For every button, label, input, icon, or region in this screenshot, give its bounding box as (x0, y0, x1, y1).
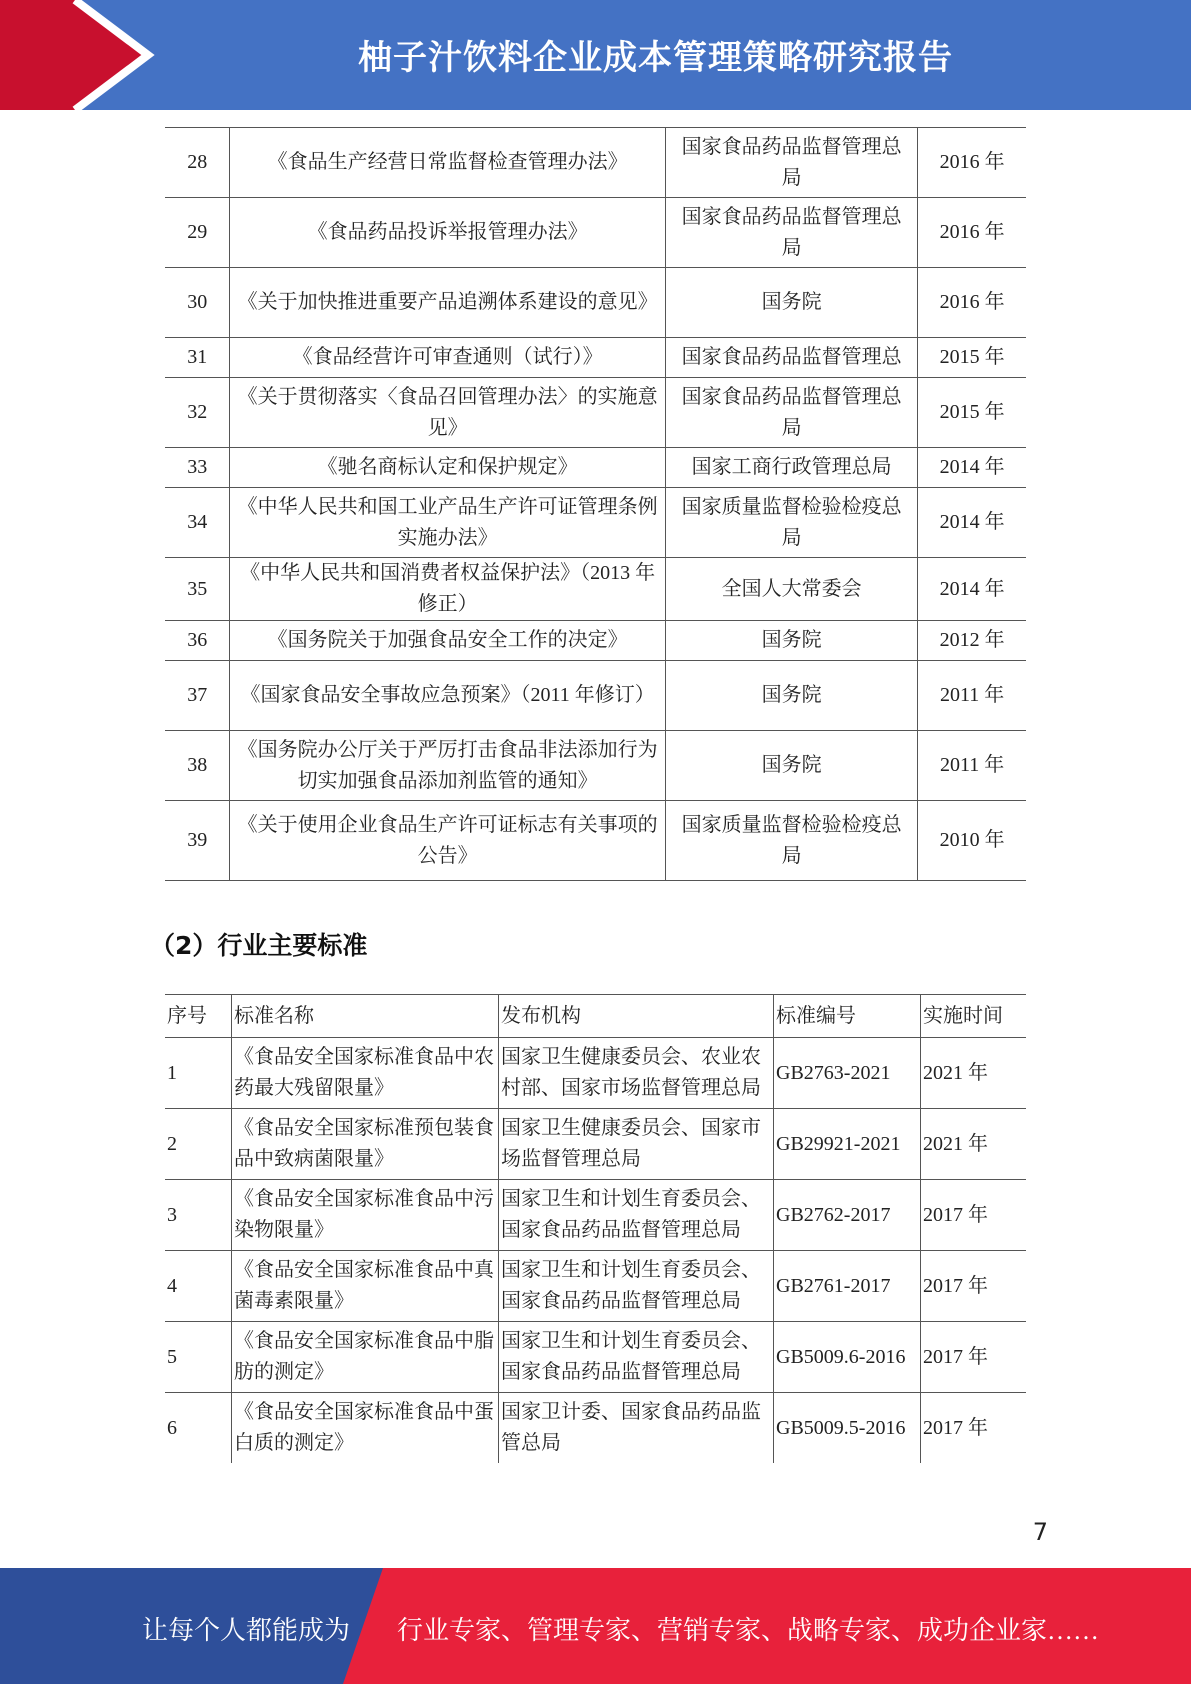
table-row (165, 1180, 1026, 1251)
row-number: 1 (165, 1038, 232, 1109)
standard-date: 2021 年 (921, 1109, 1027, 1180)
standard-name: 《食品安全国家标准预包装食品中致病菌限量》 (232, 1109, 499, 1180)
policy-issuer: 国家工商行政管理总局 (665, 448, 917, 488)
table-row (165, 621, 1026, 661)
row-number: 5 (165, 1322, 232, 1393)
column-header: 实施时间 (921, 995, 1027, 1038)
standard-name: 《食品安全国家标准食品中污染物限量》 (232, 1180, 499, 1251)
row-number: 35 (165, 558, 230, 621)
standard-issuer: 国家卫生和计划生育委员会、国家食品药品监督管理总局 (499, 1322, 774, 1393)
policy-name: 《关于使用企业食品生产许可证标志有关事项的公告》 (230, 801, 666, 881)
standard-issuer: 国家卫生健康委员会、农业农村部、国家市场监督管理总局 (499, 1038, 774, 1109)
policy-name: 《食品经营许可审查通则（试行）》 (230, 338, 666, 378)
policy-issuer: 全国人大常委会 (665, 558, 917, 621)
standard-code: GB29921-2021 (774, 1109, 921, 1180)
row-number: 37 (165, 661, 230, 731)
row-number: 3 (165, 1180, 232, 1251)
table-row (165, 128, 1026, 198)
column-header: 标准编号 (774, 995, 921, 1038)
footer-slogan-right: 行业专家、管理专家、营销专家、战略专家、成功企业家…… (397, 1616, 1100, 1645)
standards-table (165, 994, 1026, 1463)
row-number: 32 (165, 378, 230, 448)
policy-name: 《关于贯彻落实〈食品召回管理办法〉的实施意见》 (230, 378, 666, 448)
row-number: 4 (165, 1251, 232, 1322)
row-number: 30 (165, 268, 230, 338)
table-row (165, 661, 1026, 731)
table-row (165, 801, 1026, 881)
policy-name: 《关于加快推进重要产品追溯体系建设的意见》 (230, 268, 666, 338)
policy-table (165, 127, 1026, 881)
standard-issuer: 国家卫生和计划生育委员会、国家食品药品监督管理总局 (499, 1251, 774, 1322)
policy-year: 2016 年 (918, 268, 1026, 338)
row-number: 29 (165, 198, 230, 268)
table-row (165, 558, 1026, 621)
table-header-row (165, 995, 1026, 1038)
standard-issuer: 国家卫计委、国家食品药品监管总局 (499, 1393, 774, 1464)
standard-name: 《食品安全国家标准食品中脂肪的测定》 (232, 1322, 499, 1393)
standard-code: GB5009.6-2016 (774, 1322, 921, 1393)
policy-issuer: 国务院 (665, 621, 917, 661)
policy-name: 《中华人民共和国消费者权益保护法》（2013 年修正） (230, 558, 666, 621)
policy-year: 2015 年 (918, 338, 1026, 378)
policy-issuer: 国务院 (665, 661, 917, 731)
row-number: 36 (165, 621, 230, 661)
policy-name: 《中华人民共和国工业产品生产许可证管理条例实施办法》 (230, 488, 666, 558)
policy-name: 《食品生产经营日常监督检查管理办法》 (230, 128, 666, 198)
row-number: 2 (165, 1109, 232, 1180)
header-banner (0, 0, 1191, 110)
standard-issuer: 国家卫生和计划生育委员会、国家食品药品监督管理总局 (499, 1180, 774, 1251)
policy-year: 2014 年 (918, 448, 1026, 488)
standard-name: 《食品安全国家标准食品中蛋白质的测定》 (232, 1393, 499, 1464)
standard-code: GB2763-2021 (774, 1038, 921, 1109)
standard-name: 《食品安全国家标准食品中真菌毒素限量》 (232, 1251, 499, 1322)
table-row (165, 338, 1026, 378)
table-row (165, 731, 1026, 801)
policy-name: 《国家食品安全事故应急预案》（2011 年修订） (230, 661, 666, 731)
policy-issuer: 国务院 (665, 731, 917, 801)
column-header: 标准名称 (232, 995, 499, 1038)
policy-year: 2012 年 (918, 621, 1026, 661)
table-row (165, 1393, 1026, 1464)
policy-year: 2011 年 (918, 731, 1026, 801)
standard-code: GB5009.5-2016 (774, 1393, 921, 1464)
policy-year: 2014 年 (918, 488, 1026, 558)
table-row (165, 488, 1026, 558)
policy-issuer: 国家质量监督检验检疫总局 (665, 801, 917, 881)
row-number: 39 (165, 801, 230, 881)
column-header: 序号 (165, 995, 232, 1038)
row-number: 31 (165, 338, 230, 378)
row-number: 33 (165, 448, 230, 488)
footer-slogan-left: 让每个人都能成为 (142, 1616, 351, 1645)
row-number: 28 (165, 128, 230, 198)
policy-issuer: 国家质量监督检验检疫总局 (665, 488, 917, 558)
standard-code: GB2762-2017 (774, 1180, 921, 1251)
report-title: 柚子汁饮料企业成本管理策略研究报告 (358, 38, 953, 78)
policy-issuer: 国家食品药品监督管理总局 (665, 128, 917, 198)
policy-year: 2010 年 (918, 801, 1026, 881)
standard-date: 2021 年 (921, 1038, 1027, 1109)
policy-year: 2011 年 (918, 661, 1026, 731)
policy-name: 《食品药品投诉举报管理办法》 (230, 198, 666, 268)
standard-date: 2017 年 (921, 1393, 1027, 1464)
policy-year: 2016 年 (918, 128, 1026, 198)
table-row (165, 378, 1026, 448)
table-row (165, 1251, 1026, 1322)
policy-issuer: 国务院 (665, 268, 917, 338)
table-row (165, 1322, 1026, 1393)
row-number: 34 (165, 488, 230, 558)
policy-issuer: 国家食品药品监督管理总局 (665, 378, 917, 448)
policy-name: 《驰名商标认定和保护规定》 (230, 448, 666, 488)
standard-date: 2017 年 (921, 1180, 1027, 1251)
table-row (165, 448, 1026, 488)
policy-year: 2016 年 (918, 198, 1026, 268)
standard-name: 《食品安全国家标准食品中农药最大残留限量》 (232, 1038, 499, 1109)
column-header: 发布机构 (499, 995, 774, 1038)
policy-issuer: 国家食品药品监督管理总 (665, 338, 917, 378)
standard-code: GB2761-2017 (774, 1251, 921, 1322)
page-number: 7 (1032, 1518, 1048, 1546)
policy-issuer: 国家食品药品监督管理总局 (665, 198, 917, 268)
standard-issuer: 国家卫生健康委员会、国家市场监督管理总局 (499, 1109, 774, 1180)
policy-name: 《国务院关于加强食品安全工作的决定》 (230, 621, 666, 661)
row-number: 38 (165, 731, 230, 801)
section-heading: （2）行业主要标准 (150, 931, 368, 960)
policy-year: 2015 年 (918, 378, 1026, 448)
standard-date: 2017 年 (921, 1251, 1027, 1322)
table-row (165, 1109, 1026, 1180)
table-row (165, 1038, 1026, 1109)
standard-date: 2017 年 (921, 1322, 1027, 1393)
table-row (165, 268, 1026, 338)
row-number: 6 (165, 1393, 232, 1464)
policy-name: 《国务院办公厅关于严厉打击食品非法添加行为切实加强食品添加剂监管的通知》 (230, 731, 666, 801)
policy-year: 2014 年 (918, 558, 1026, 621)
table-row (165, 198, 1026, 268)
footer-banner (0, 1568, 1191, 1684)
